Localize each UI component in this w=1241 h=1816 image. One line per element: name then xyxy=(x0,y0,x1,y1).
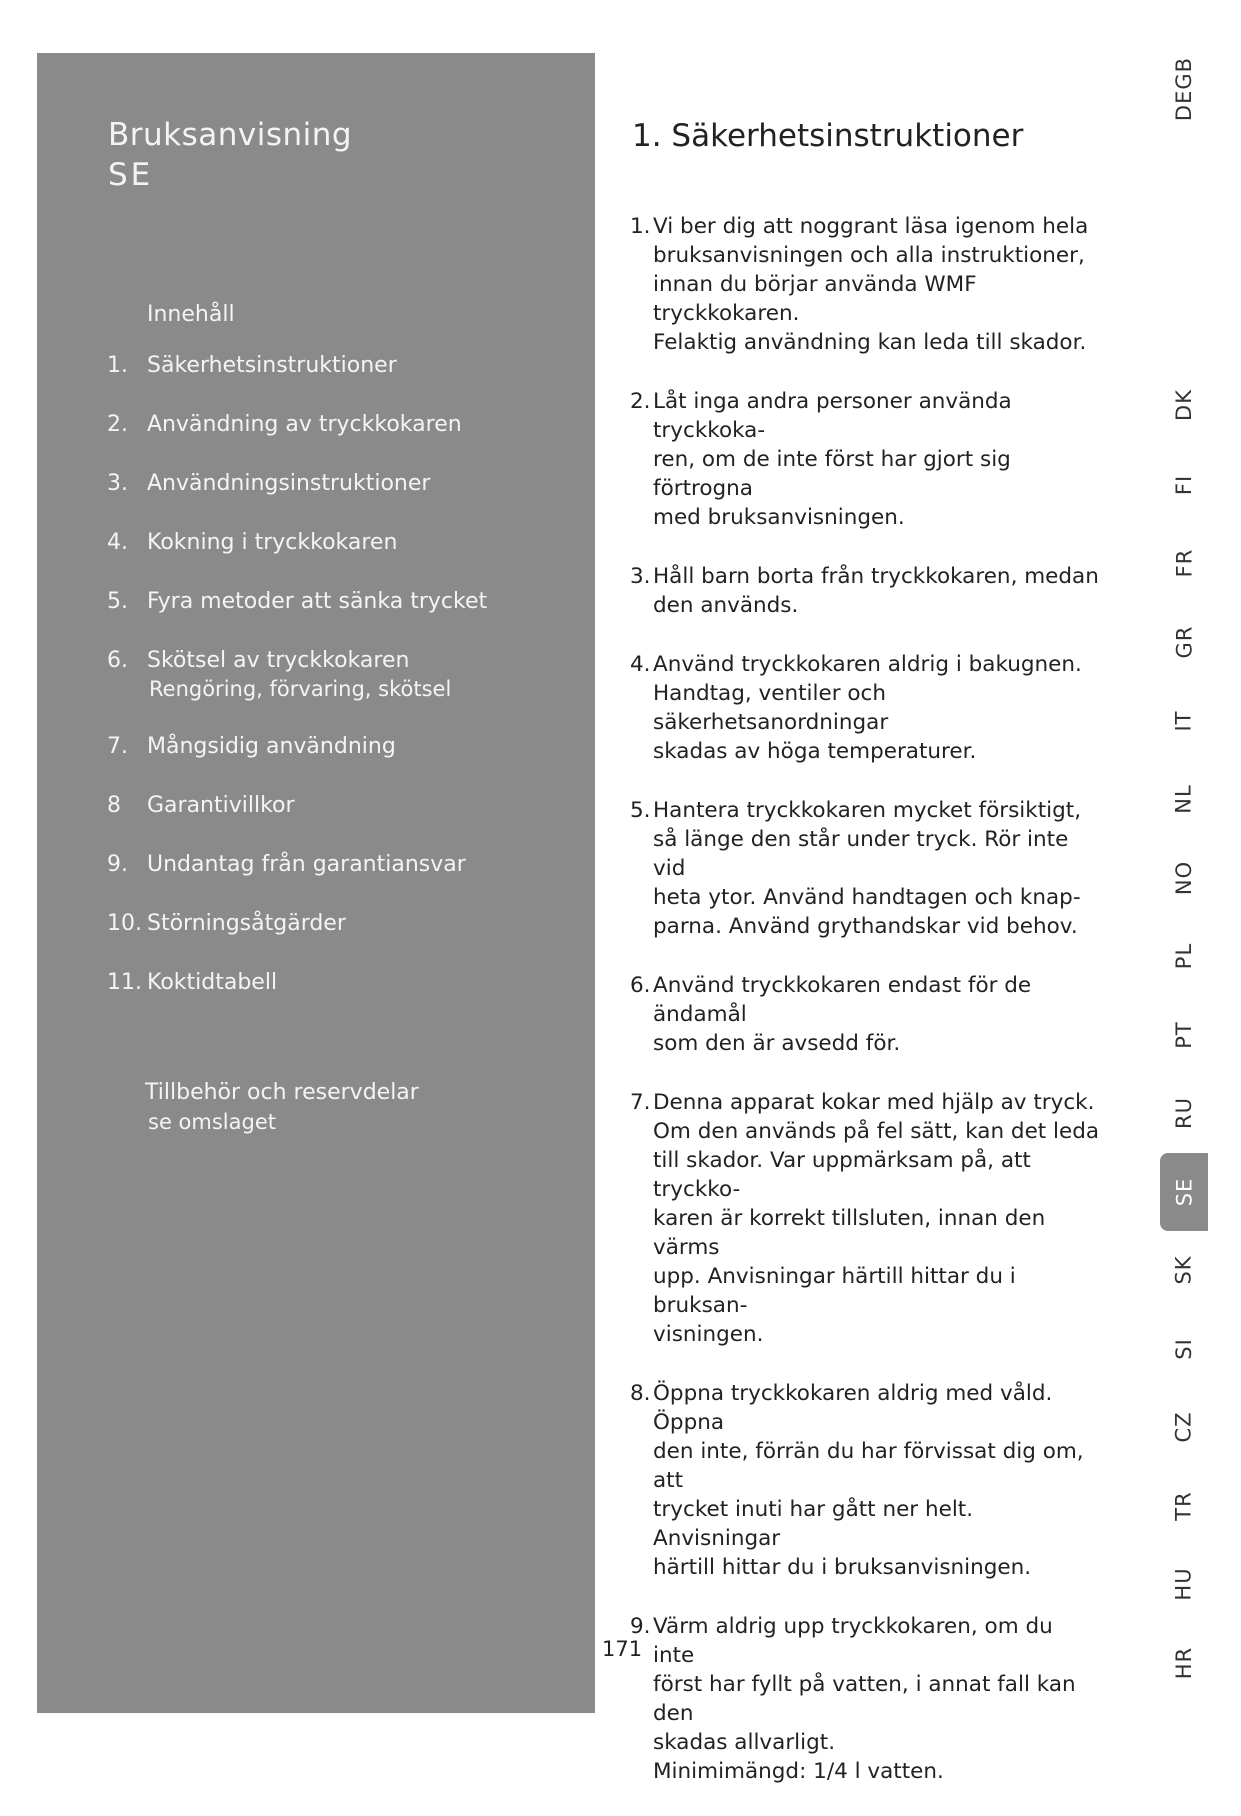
instruction-number: 4. xyxy=(630,652,651,677)
toc-label: Säkerhetsinstruktioner xyxy=(147,353,397,378)
language-tabs xyxy=(1160,50,1208,1700)
language-tab-label: SK xyxy=(1171,1255,1196,1285)
manual-language: SE xyxy=(108,157,154,193)
toc-label: Undantag från garantiansvar xyxy=(147,852,466,877)
language-tab-it[interactable] xyxy=(1160,682,1208,760)
language-tab-degb[interactable] xyxy=(1160,50,1208,128)
toc-item[interactable] xyxy=(107,734,577,793)
instruction-item xyxy=(630,212,1100,357)
manual-title: Bruksanvisning xyxy=(108,117,353,153)
toc-number: 1. xyxy=(107,353,128,378)
language-tab-label: SI xyxy=(1172,1338,1196,1360)
toc-number: 5. xyxy=(107,589,128,614)
language-tab-sk[interactable] xyxy=(1160,1231,1208,1309)
instruction-text: Denna apparat kokar med hjälp av tryck. Om den används på fel sätt, kan det leda till skador. Var uppmärksam på, att tryckko- karen är korrekt tillsluten, innan den värms upp. Anvisningar härtill hittar du i bruksan- visningen. xyxy=(653,1090,1100,1347)
instruction-number: 9. xyxy=(630,1614,651,1639)
toc-label: Garantivillkor xyxy=(147,793,295,818)
instruction-item xyxy=(630,1612,1100,1786)
instruction-text: Håll barn borta från tryckkokaren, medan den används. xyxy=(653,564,1099,618)
toc-item[interactable] xyxy=(107,412,577,471)
language-tab-hr[interactable] xyxy=(1160,1624,1208,1702)
toc-number: 11. xyxy=(107,970,142,995)
language-tab-label: TR xyxy=(1171,1491,1196,1521)
toc-item[interactable] xyxy=(107,530,577,589)
instruction-text: Använd tryckkokaren aldrig i bakugnen. Handtag, ventiler och säkerhetsanordningar skadas av höga temperaturer. xyxy=(653,652,1082,764)
toc-label: Störningsåtgärder xyxy=(147,911,346,936)
instruction-number: 8. xyxy=(630,1381,651,1406)
language-tab-label: NL xyxy=(1171,784,1196,814)
language-tab-no[interactable] xyxy=(1160,839,1208,917)
toc-item[interactable] xyxy=(107,353,577,412)
page-number: 171 xyxy=(602,1637,643,1661)
language-tab-label: DK xyxy=(1171,389,1196,421)
language-tab-fi[interactable] xyxy=(1160,446,1208,524)
toc-item[interactable] xyxy=(107,911,577,970)
instruction-number: 7. xyxy=(630,1090,651,1115)
instruction-item xyxy=(630,650,1100,766)
language-tab-gr[interactable] xyxy=(1160,603,1208,681)
toc-number: 8 xyxy=(107,793,121,818)
instruction-number: 3. xyxy=(630,564,651,589)
language-tab-ru[interactable] xyxy=(1160,1074,1208,1152)
language-tab-label: RU xyxy=(1172,1097,1196,1129)
instruction-number: 5. xyxy=(630,798,651,823)
toc-label: Mångsidig användning xyxy=(147,734,396,759)
language-tab-hu[interactable] xyxy=(1160,1545,1208,1623)
toc-number: 7. xyxy=(107,734,128,759)
language-tab-label: SE xyxy=(1171,1177,1196,1207)
language-tab-cz[interactable] xyxy=(1160,1388,1208,1466)
toc-item[interactable] xyxy=(107,970,577,1029)
instruction-text: Vi ber dig att noggrant läsa igenom hela bruksanvisningen och alla instruktioner, innan du börjar använda WMF tryckkokaren. Felaktig användning kan leda till skador. xyxy=(653,214,1089,355)
toc-label: Användning av tryckkokaren xyxy=(147,412,462,437)
language-tab-label: GR xyxy=(1172,625,1196,659)
language-tab-si[interactable] xyxy=(1160,1310,1208,1388)
toc-number: 4. xyxy=(107,530,128,555)
toc-label: Koktidtabell xyxy=(147,970,278,995)
accessories-note: Tillbehör och reservdelar xyxy=(145,1080,419,1105)
toc-label: Användningsinstruktioner xyxy=(147,471,431,496)
toc-item[interactable] xyxy=(107,793,577,852)
toc-item[interactable] xyxy=(107,471,577,530)
language-tab-label: FR xyxy=(1171,548,1196,578)
language-tab-label: PT xyxy=(1172,1021,1196,1049)
instruction-item xyxy=(630,796,1100,941)
toc-label: Kokning i tryckkokaren xyxy=(147,530,398,555)
sidebar-panel xyxy=(37,53,595,1713)
instruction-number: 6. xyxy=(630,973,651,998)
accessories-subnote: se omslaget xyxy=(148,1110,276,1134)
toc-sublabel: Rengöring, förvaring, skötsel xyxy=(149,677,452,701)
toc-item[interactable] xyxy=(107,589,577,648)
toc-number: 9. xyxy=(107,852,128,877)
table-of-contents xyxy=(107,353,577,1029)
language-tab-label: CZ xyxy=(1172,1411,1196,1443)
language-tab-se[interactable] xyxy=(1160,1153,1208,1231)
toc-number: 10. xyxy=(107,911,142,936)
instruction-number: 2. xyxy=(630,389,651,414)
toc-item[interactable] xyxy=(107,852,577,911)
instruction-text: Använd tryckkokaren endast för de ändamål som den är avsedd för. xyxy=(653,973,1032,1056)
language-tab-label: DEGB xyxy=(1172,56,1196,122)
instruction-text: Hantera tryckkokaren mycket försiktigt, så länge den står under tryck. Rör inte vid heta ytor. Använd handtagen och knap- parna. Använd grythandskar vid behov. xyxy=(653,798,1082,939)
safety-instructions-list xyxy=(630,212,1100,1816)
instruction-item xyxy=(630,971,1100,1058)
toc-label: Skötsel av tryckkokaren xyxy=(147,648,410,673)
instruction-item xyxy=(630,387,1100,532)
instruction-text: Öppna tryckkokaren aldrig med våld. Öppna den inte, förrän du har förvissat dig om, att trycket inuti har gått ner helt. Anvisningar härtill hittar du i bruksanvisningen. xyxy=(653,1381,1084,1580)
language-tab-label: HR xyxy=(1171,1646,1196,1680)
language-tab-nl[interactable] xyxy=(1160,760,1208,838)
language-tab-pt[interactable] xyxy=(1160,996,1208,1074)
language-tab-label: NO xyxy=(1172,860,1196,896)
language-tab-label: PL xyxy=(1172,942,1196,970)
toc-number: 2. xyxy=(107,412,128,437)
toc-label: Fyra metoder att sänka trycket xyxy=(147,589,488,614)
language-tab-pl[interactable] xyxy=(1160,917,1208,995)
instruction-item xyxy=(630,1088,1100,1349)
instruction-number: 1. xyxy=(630,214,651,239)
instruction-text: Värm aldrig upp tryckkokaren, om du inte först har fyllt på vatten, i annat fall kan den skadas allvarligt. Minimimängd: 1/4 l vatten. xyxy=(653,1614,1076,1784)
language-tab-dk[interactable] xyxy=(1160,366,1208,444)
instruction-text: Låt inga andra personer använda tryckkoka- ren, om de inte först har gjort sig förtrogna med bruksanvisningen. xyxy=(653,389,1012,530)
toc-number: 6. xyxy=(107,648,128,673)
language-tab-fr[interactable] xyxy=(1160,524,1208,602)
language-tab-tr[interactable] xyxy=(1160,1467,1208,1545)
language-tab-label: HU xyxy=(1171,1567,1196,1601)
language-tab-label: FI xyxy=(1172,474,1196,496)
language-tab-label: IT xyxy=(1172,710,1196,732)
toc-item[interactable] xyxy=(107,648,577,734)
instruction-item xyxy=(630,562,1100,620)
instruction-item xyxy=(630,1379,1100,1582)
toc-number: 3. xyxy=(107,471,128,496)
section-title: 1. Säkerhetsinstruktioner xyxy=(632,118,1024,154)
toc-heading: Innehåll xyxy=(147,302,235,327)
